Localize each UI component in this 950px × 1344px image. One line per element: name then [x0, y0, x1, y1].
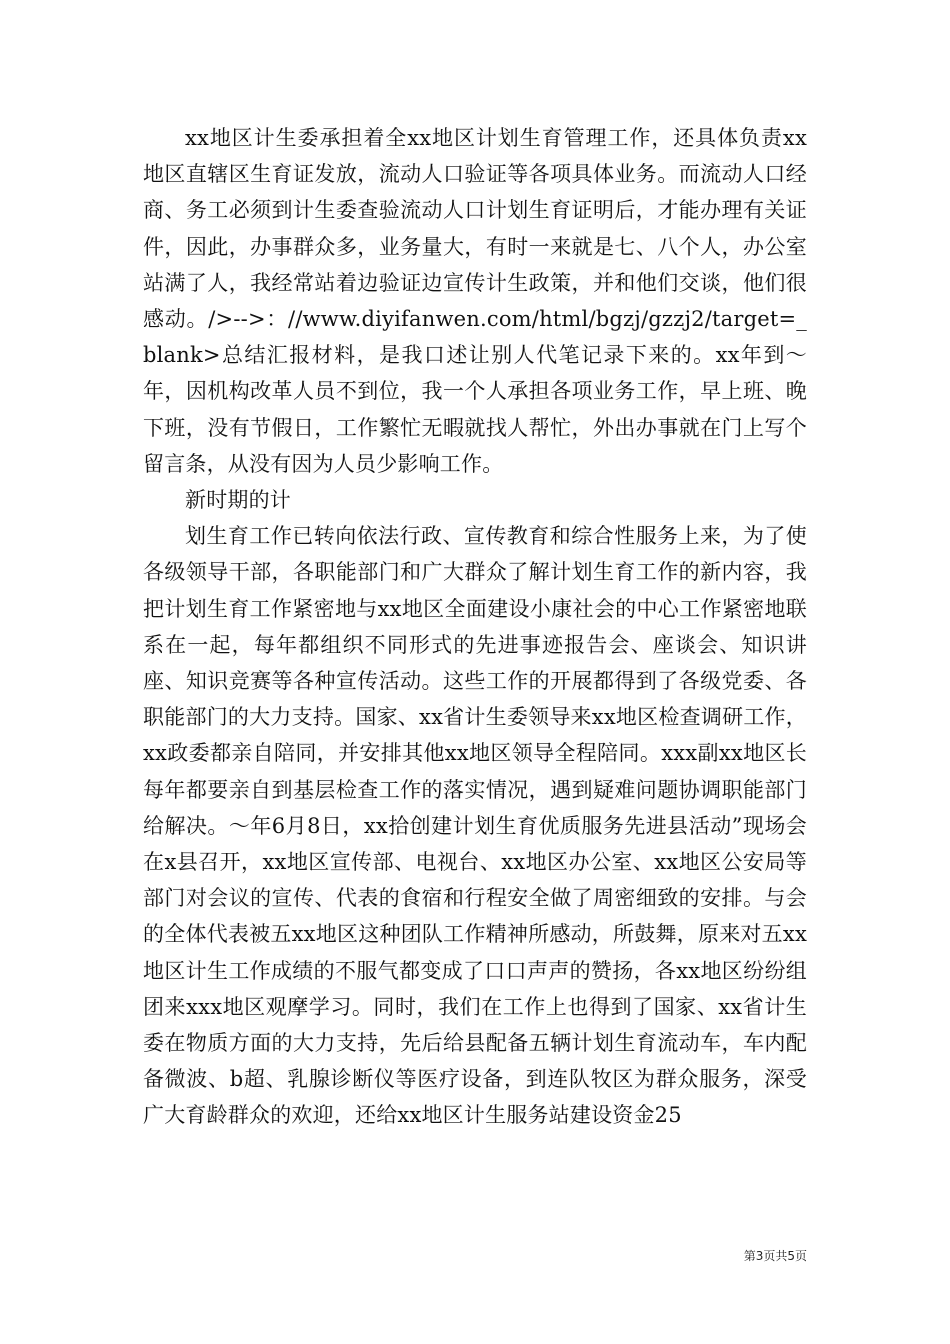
paragraph: 划生育工作已转向依法行政、宣传教育和综合性服务上来，为了使各级领导干部，各职能部门和广大群众了解计划生育工作的新内容，我把计划生育工作紧密地与xx地区全面建设小康社会的中心工作紧密地联系在一起，每年都组织不同形式的先进事迹报告会、座谈会、知识讲座、知识竞赛等各种宣传活动。这些工作的开展都得到了各级党委、各职能部门的大力支持。国家、xx省计生委领导来xx地区检查调研工作，xx政委都亲自陪同，并安排其他xx地区领导全程陪同。xxx副xx地区长每年都要亲自到基层检查工作的落实情况，遇到疑难问题协调职能部门给解决。～年6月8日，xx拾创建计划生育优质服务先进县活动”现场会在x县召开，xx地区宣传部、电视台、xx地区办公室、xx地区公安局等部门对会议的宣传、代表的食宿和行程安全做了周密细致的安排。与会的全体代表被五xx地区这种团队工作精神所感动，所鼓舞，原来对五xx地区计生工作成绩的不服气都变成了口口声声的赞扬，各xx地区纷纷组团来xxx地区观摩学习。同时，我们在工作上也得到了国家、xx省计生委在物质方面的大力支持，先后给县配备五辆计划生育流动车，车内配备微波、b超、乳腺诊断仪等医疗设备，到连队牧区为群众服务，深受广大育龄群众的欢迎，还给xx地区计生服务站建设资金25 — [143, 524, 807, 1128]
document-body — [143, 120, 807, 1134]
paragraph: xx地区计生委承担着全xx地区计划生育管理工作，还具体负责xx地区直辖区生育证发放，流动人口验证等各项具体业务。而流动人口经商、务工必须到计生委查验流动人口计划生育证明后，才能办理有关证件，因此，办事群众多，业务量大，有时一来就是七、八个人，办公室站满了人，我经常站着边验证边宣传计生政策，并和他们交谈，他们很感动。/>-->：//www.diyifanwen.com/html/bgzj/gzzj2/target=_blank>总结汇报材料，是我口述让别人代笔记录下来的。xx年到～年，因机构改革人员不到位，我一个人承担各项业务工作，早上班、晚下班，没有节假日，工作繁忙无暇就找人帮忙，外出办事就在门上写个留言条，从没有因为人员少影响工作。 — [143, 126, 807, 476]
paragraph: 新时期的计 — [185, 488, 291, 513]
page-number: 第3页共5页 — [743, 1249, 807, 1263]
